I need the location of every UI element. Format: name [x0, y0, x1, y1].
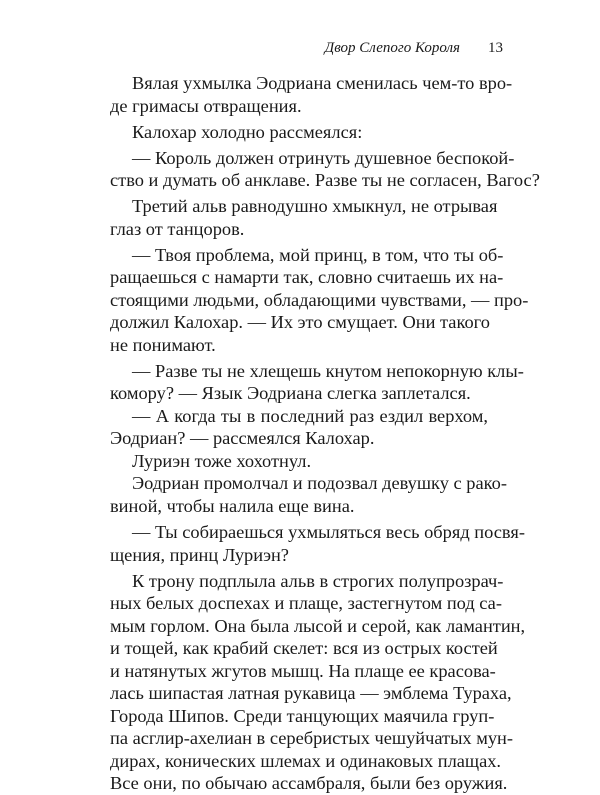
text-line: па асглир-ахелиан в серебристых чешуйчатых мун-	[110, 728, 514, 749]
text-line: Эодриан? — рассмеялся Калохар.	[110, 428, 375, 449]
paragraph	[110, 450, 488, 473]
text-line: Эодриан промолчал и подозвал девушку с рако-	[132, 473, 507, 494]
text-line: Города Шипов. Среди танцующих маячила груп-	[110, 705, 495, 726]
body-text	[110, 72, 540, 795]
paragraph	[110, 472, 507, 517]
text-line: Луриэн тоже хохотнул.	[132, 450, 312, 471]
text-line: не понимают.	[110, 334, 216, 355]
paragraph	[110, 521, 525, 566]
text-line: дирах, конических шлемах и одинаковых плащах.	[110, 750, 502, 771]
paragraph	[110, 360, 524, 405]
text-line: Все они, по обычаю ассамбраля, были без оружия.	[110, 773, 508, 794]
running-title: Двор Слепого Короля	[324, 40, 460, 56]
text-line: и натянутых жгутов мышц. На плаще ее красова-	[110, 660, 496, 681]
text-line: и тощей, как крабий скелет: вся из острых костей	[110, 638, 498, 659]
text-line: щения, принц Луриэн?	[110, 544, 289, 565]
text-line: Вялая ухмылка Эодриана сменилась чем-то вро-	[132, 73, 513, 93]
text-line: ращаешься с намарти так, словно считаешь их на-	[110, 267, 504, 288]
text-line: комору? — Язык Эодриана слегка заплетался.	[110, 383, 471, 404]
running-head	[325, 40, 503, 57]
text-line: ных белых доспехах и плаще, застегнутом под са-	[110, 593, 502, 614]
text-line: стоящими людьми, обладающими чувствами, — про-	[110, 289, 529, 310]
text-line: К трону подплыла альв в строгих полупрозрач-	[132, 570, 504, 591]
text-line: — Король должен отринуть душевное беспокой-	[132, 147, 515, 168]
text-line: ство и думать об анклаве. Разве ты не согласен, Вагос?	[110, 170, 540, 191]
text-line: должил Калохар. — Их это смущает. Они такого	[110, 312, 490, 333]
paragraph	[110, 121, 488, 144]
paragraph	[110, 195, 498, 240]
paragraph	[110, 244, 529, 357]
text-line: мым горлом. Она была лысой и серой, как ламантин,	[110, 615, 526, 636]
text-line: — Ты собираешься ухмыляться весь обряд посвя-	[132, 522, 525, 543]
text-line: — А когда ты в последний раз ездил верхом,	[132, 405, 488, 426]
text-line: Третий альв равнодушно хмыкнул, не отрывая	[132, 196, 498, 217]
text-line: — Твоя проблема, мой принц, в том, что ты об-	[132, 244, 504, 265]
text-line: Калохар холодно рассмеялся:	[132, 121, 363, 142]
paragraph	[110, 405, 488, 450]
text-line: — Разве ты не хлещешь кнутом непокорную клы-	[132, 360, 524, 381]
paragraph	[110, 570, 526, 795]
text-line: глаз от танцоров.	[110, 218, 245, 239]
text-line: лась шипастая латная рукавица — эмблема Тураха,	[110, 683, 512, 704]
text-line: де гримасы отвращения.	[110, 95, 302, 116]
page-number: 13	[488, 40, 503, 56]
paragraph	[110, 147, 540, 192]
paragraph	[110, 72, 513, 117]
text-line: виной, чтобы налила еще вина.	[110, 495, 355, 516]
